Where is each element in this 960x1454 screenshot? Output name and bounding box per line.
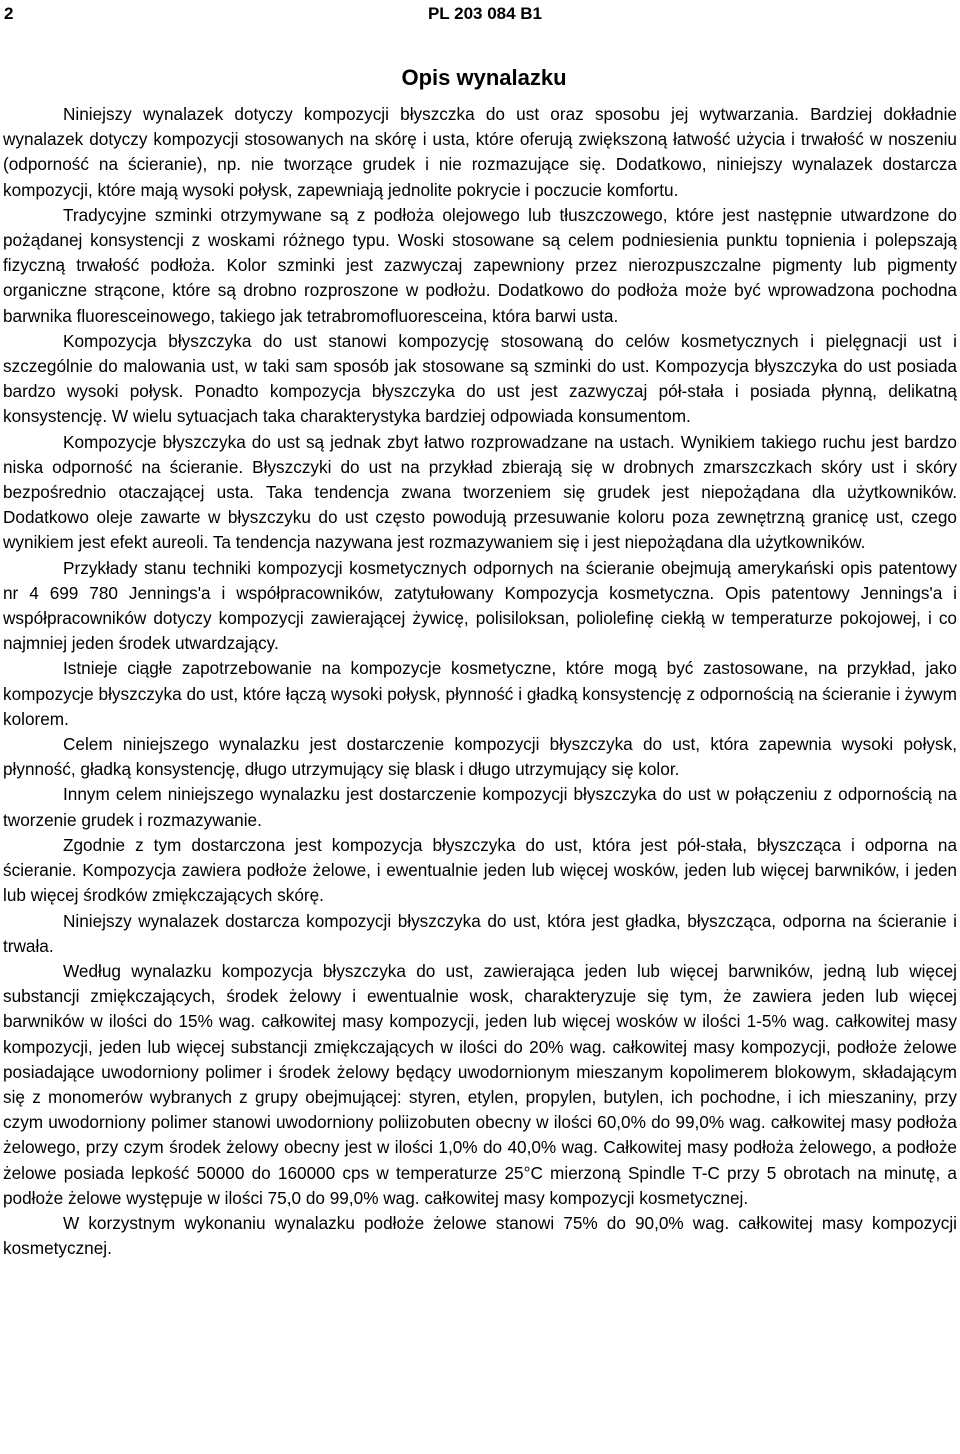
paragraph: Według wynalazku kompozycja błyszczyka do ust, zawierająca jeden lub więcej barwników, jedną lub więcej substancji zmiękczających, środek żelowy i ewentualnie wosk, charakteryzuje się tym, że zawiera jeden lub więcej barwników w ilości do 15% wag. całkowitej masy kompozycji, jeden lub więcej wosków w ilości 1-5% wag. całkowitej masy kompozycji, jeden lub więcej substancji zmiękczających w ilości do 20% wag. całkowitej masy kompozycji, podłoże żelowe posiadające uwodorniony polimer i środek żelowy będący uwodornionym mieszanym kopolimerem blokowym, składającym się z monomerów wybranych z grupy obejmującej: styren, etylen, propylen, butylen, ich pochodne, i ich mieszaniny, przy czym uwodorniony polimer stanowi uwodorniony poliizobuten obecny w ilości 60,0% do 99,0% wag. całkowitej masy podłoża żelowego, przy czym środek żelowy obecny jest w ilości 1,0% do 40,0% wag. Całkowitej masy podłoża żelowego, a podłoże żelowe posiada lepkość 50000 do 160000 cps w temperaturze 25°C mierzoną Spindle T-C przy 5 obrotach na minutę, a podłoże żelowe występuje w ilości 75,0 do 99,0% wag. całkowitej masy kompozycji kosmetycznej. — [3, 960, 957, 1208]
paragraph: Kompozycja błyszczyka do ust stanowi kompozycję stosowaną do celów kosmetycznych i pielęgnacji ust i szczególnie do malowania ust, w taki sam sposób jak stosowane są szminki do ust. Kompozycja błyszczyka do ust posiada bardzo wysoki połysk. Ponadto kompozycja błyszczyka do ust jest zazwyczaj pół-stała i posiada płynną, delikatną konsystencję. W wielu sytuacjach taka charakterystyka bardziej odpowiada konsumentom. — [3, 330, 957, 427]
paragraph: Tradycyjne szminki otrzymywane są z podłoża olejowego lub tłuszczowego, które jest następnie utwardzone do pożądanej konsystencji z woskami różnego typu. Woski stosowane są celem podniesienia punktu topnienia i polepszają fizyczną trwałość podłoża. Kolor szminki jest zazwyczaj zapewniony przez nierozpuszczalne pigmenty lub pigmenty organiczne strącone, które są drobno rozproszone w podłożu. Dodatkowo do podłoża może być wprowadzona pochodna barwnika fluoresceinowego, takiego jak tetrabromofluoresceina, która barwi usta. — [3, 204, 957, 326]
paragraph: Innym celem niniejszego wynalazku jest dostarczenie kompozycji błyszczyka do ust w połączeniu z odpornością na tworzenie grudek i rozmazywanie. — [3, 784, 957, 830]
paragraph: Niniejszy wynalazek dotyczy kompozycji błyszczka do ust oraz sposobu jej wytwarzania. Bardziej dokładnie wynalazek dotyczy kompozycji stosowanych na skórę i usta, które oferują zwiększoną łatwość użycia i trwałość w noszeniu (odporność na ścieranie), np. nie tworzące grudek i nie rozmazujące się. Dodatkowo, niniejszy wynalazek dostarcza kompozycji, które mają wysoki połysk, zapewniają jednolite pokrycie i poczucie komfortu. — [3, 104, 957, 200]
paragraph: Zgodnie z tym dostarczona jest kompozycja błyszczyka do ust, która jest pół-stała, błyszcząca i odporna na ścieranie. Kompozycja zawiera podłoże żelowe, i ewentualnie jeden lub więcej wosków, jeden lub więcej barwników, i jeden lub więcej środków zmiękczających skórę. — [3, 834, 957, 906]
paragraph: Przykłady stanu techniki kompozycji kosmetycznych odpornych na ścieranie obejmują amerykański opis patentowy nr 4 699 780 Jennings'a i współpracowników, zatytułowany Kompozycja kosmetyczna. Opis patentowy Jennings'a i współpracowników dotyczy kompozycji zawierającej żywicę, polisiloksan, poliolefinę ciekłą w temperaturze pokojowej, i co najmniej jeden środek utwardzający. — [3, 557, 957, 654]
paragraph: Celem niniejszego wynalazku jest dostarczenie kompozycji błyszczyka do ust, która zapewnia wysoki połysk, płynność, gładką konsystencję, długo utrzymujący się blask i długo utrzymujący się kolor. — [3, 734, 957, 780]
document-body — [3, 102, 957, 1261]
section-title: Opis wynalazku — [401, 65, 567, 90]
paragraph: Niniejszy wynalazek dostarcza kompozycji błyszczyka do ust, która jest gładka, błyszcząca, odporna na ścieranie i trwała. — [3, 910, 957, 956]
patent-number: PL 203 084 B1 — [427, 4, 543, 23]
paragraph: Istnieje ciągłe zapotrzebowanie na kompozycje kosmetyczne, które mogą być zastosowane, na przykład, jako kompozycje błyszczyka do ust, które łączą wysoki połysk, płynność i gładką konsystencję z odpornością na ścieranie i żywym kolorem. — [3, 658, 957, 729]
paragraph: W korzystnym wykonaniu wynalazku podłoże żelowe stanowi 75% do 90,0% wag. całkowitej masy kompozycji kosmetycznej. — [3, 1212, 957, 1259]
page-number: 2 — [4, 4, 14, 23]
paragraph: Kompozycje błyszczyka do ust są jednak zbyt łatwo rozprowadzane na ustach. Wynikiem takiego ruchu jest bardzo niska odporność na ścieranie. Błyszczyki do ust na przykład zbierają się w drobnych zmarszczkach skóry ust i skóry bezpośrednio otaczającej usta. Taka tendencja zwana tworzeniem się grudek jest niepożądana dla użytkowników. Dodatkowo oleje zawarte w błyszczyku do ust często powodują przesuwanie koloru poza zewnętrzną granicę ust, czego wynikiem jest efekt aureoli. Ta tendencja nazywana jest rozmazywaniem się i jest niepożądana dla użytkowników. — [3, 431, 957, 553]
running-header — [3, 4, 957, 28]
